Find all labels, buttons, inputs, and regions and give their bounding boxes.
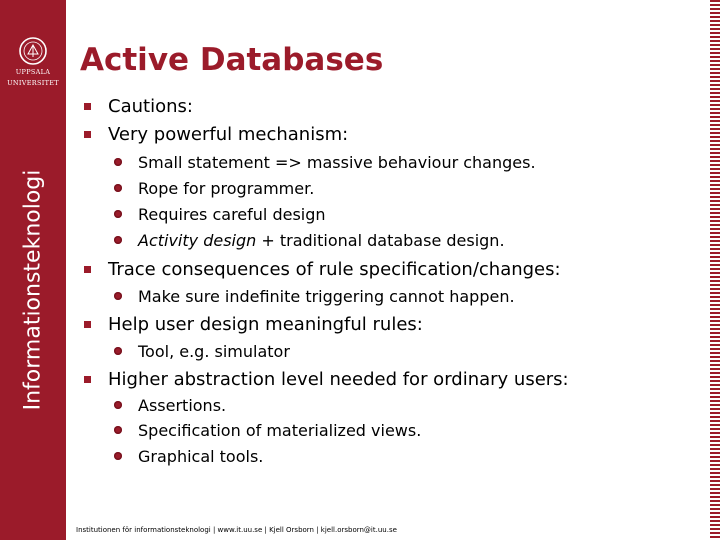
square-bullet-icon [84,103,91,110]
round-bullet-icon [114,184,122,192]
logo-line2: UNIVERSITET [7,79,59,87]
footer-text: Institutionen för informationsteknologi | www.it.uu.se | Kjell Orsborn | kjell.orsborn@it.uu.se [76,526,397,534]
square-bullet-icon [84,266,91,273]
round-bullet-icon [114,426,122,434]
dotted-border [710,0,720,540]
round-bullet-icon [114,347,122,355]
round-bullet-icon [114,236,122,244]
vertical-label: Informationsteknologi [20,169,46,411]
university-logo [4,36,62,88]
square-bullet-icon [84,131,91,138]
round-bullet-icon [114,210,122,218]
square-bullet-icon [84,321,91,328]
sidebar [0,0,66,540]
round-bullet-icon [114,452,122,460]
seal-icon [16,36,50,66]
slide-title: Active Databases [80,42,384,78]
logo-line1: UPPSALA [15,68,51,76]
round-bullet-icon [114,158,122,166]
round-bullet-icon [114,292,122,300]
round-bullet-icon [114,401,122,409]
square-bullet-icon [84,376,91,383]
